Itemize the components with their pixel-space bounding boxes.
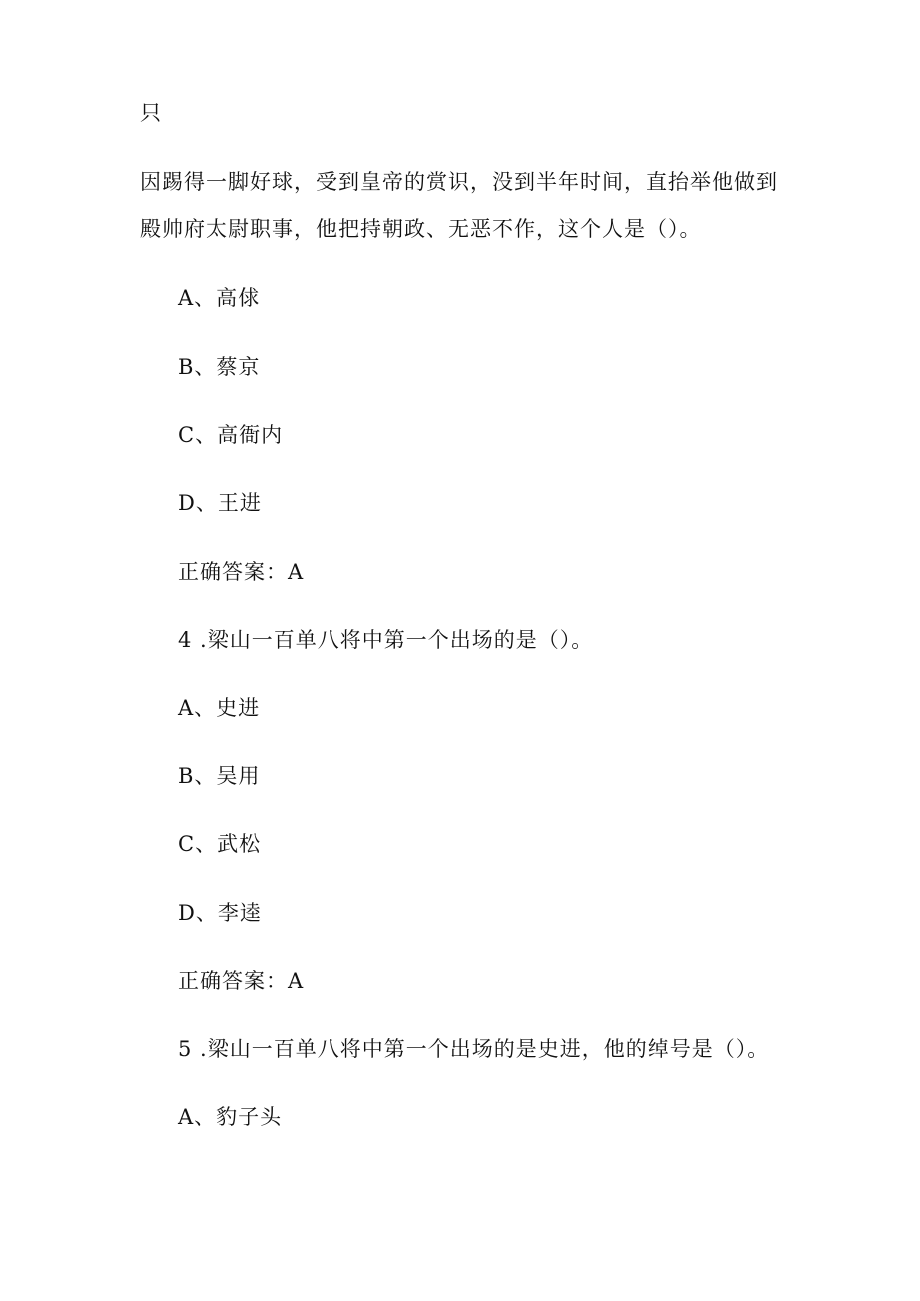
question-3-answer: 正确答案：A <box>178 560 305 584</box>
question-3-option-b: B、蔡京 <box>178 355 261 379</box>
question-4-option-b: B、吴用 <box>178 764 261 788</box>
question-4-option-d: D、李逵 <box>178 901 262 925</box>
question-3-option-a: A、高俅 <box>178 286 261 310</box>
question-3-text-line-1: 因踢得一脚好球，受到皇帝的赏识，没到半年时间，直抬举他做到 <box>140 170 778 194</box>
question-5-option-a: A、豹子头 <box>178 1105 283 1129</box>
question-3-option-d: D、王进 <box>178 491 262 515</box>
question-4-option-a: A、史进 <box>178 696 261 720</box>
question-4-option-c: C、武松 <box>178 832 262 856</box>
text-fragment: 只 <box>140 101 162 125</box>
question-4-text: 4 .梁山一百单八将中第一个出场的是（）。 <box>178 628 594 652</box>
question-3-text-line-2: 殿帅府太尉职事，他把持朝政、无恶不作，这个人是（）。 <box>140 217 702 241</box>
question-5-text: 5 .梁山一百单八将中第一个出场的是史进，他的绰号是（）。 <box>178 1037 770 1061</box>
question-3-option-c: C、高衙内 <box>178 423 284 447</box>
question-4-answer: 正确答案：A <box>178 969 305 993</box>
